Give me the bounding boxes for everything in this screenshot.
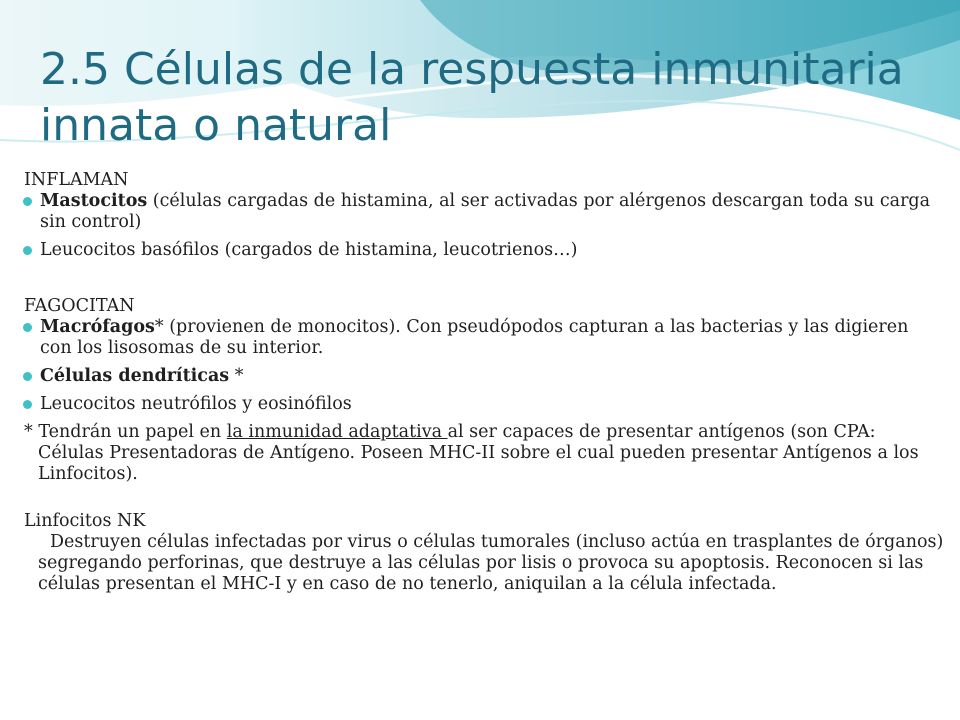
bullet-icon — [23, 323, 32, 332]
cpa-note — [24, 422, 944, 485]
nk-heading: Linfocitos NK — [24, 511, 146, 531]
inflaman-heading: INFLAMAN — [24, 170, 129, 190]
item-description: * — [229, 366, 244, 386]
item-description: Leucocitos basófilos (cargados de histamina, leucotrienos…) — [40, 240, 578, 260]
list-item — [24, 191, 944, 233]
bullet-icon — [23, 400, 32, 409]
item-term: Macrófagos — [40, 317, 155, 337]
bullet-icon — [23, 372, 32, 381]
bullet-icon — [23, 246, 32, 255]
note-underlined-text: la inmunidad adaptativa — [226, 422, 448, 442]
item-description: Leucocitos neutrófilos y eosinófilos — [40, 394, 352, 414]
slide-content — [24, 170, 944, 595]
item-term: Mastocitos — [40, 191, 148, 211]
item-description: (células cargadas de histamina, al ser activadas por alérgenos descargan toda su carga sin control) — [40, 191, 931, 232]
list-item — [24, 366, 944, 387]
bullet-icon — [23, 197, 32, 206]
fagocitan-list — [24, 317, 944, 415]
note-prefix: * Tendrán un papel en — [24, 422, 227, 442]
item-description: * (provienen de monocitos). Con pseudópodos capturan a las bacterias y las digieren con los lisosomas de su interior. — [40, 317, 909, 358]
inflaman-list — [24, 191, 944, 261]
list-item — [24, 317, 944, 359]
list-item — [24, 240, 944, 261]
slide-title: 2.5 Células de la respuesta inmunitaria innata o natural — [40, 44, 904, 151]
nk-description: Destruyen células infectadas por virus o células tumorales (incluso actúa en trasplantes de órganos) segregando perforinas, que destruye a las células por lisis o provoca su apoptosis. Reconocen si las células presentan el MHC-I y en caso de no tenerlo, aniquilan a la célula infectada. — [38, 532, 944, 594]
list-item — [24, 394, 944, 415]
note-suffix: al ser capaces de presentar antígenos (son CPA: Células Presentadoras de Antígeno. Poseen MHC-II sobre el cual pueden presentar Antígenos a los Linfocitos). — [38, 422, 919, 484]
fagocitan-heading: FAGOCITAN — [24, 296, 135, 316]
item-term: Células dendríticas — [40, 366, 230, 386]
